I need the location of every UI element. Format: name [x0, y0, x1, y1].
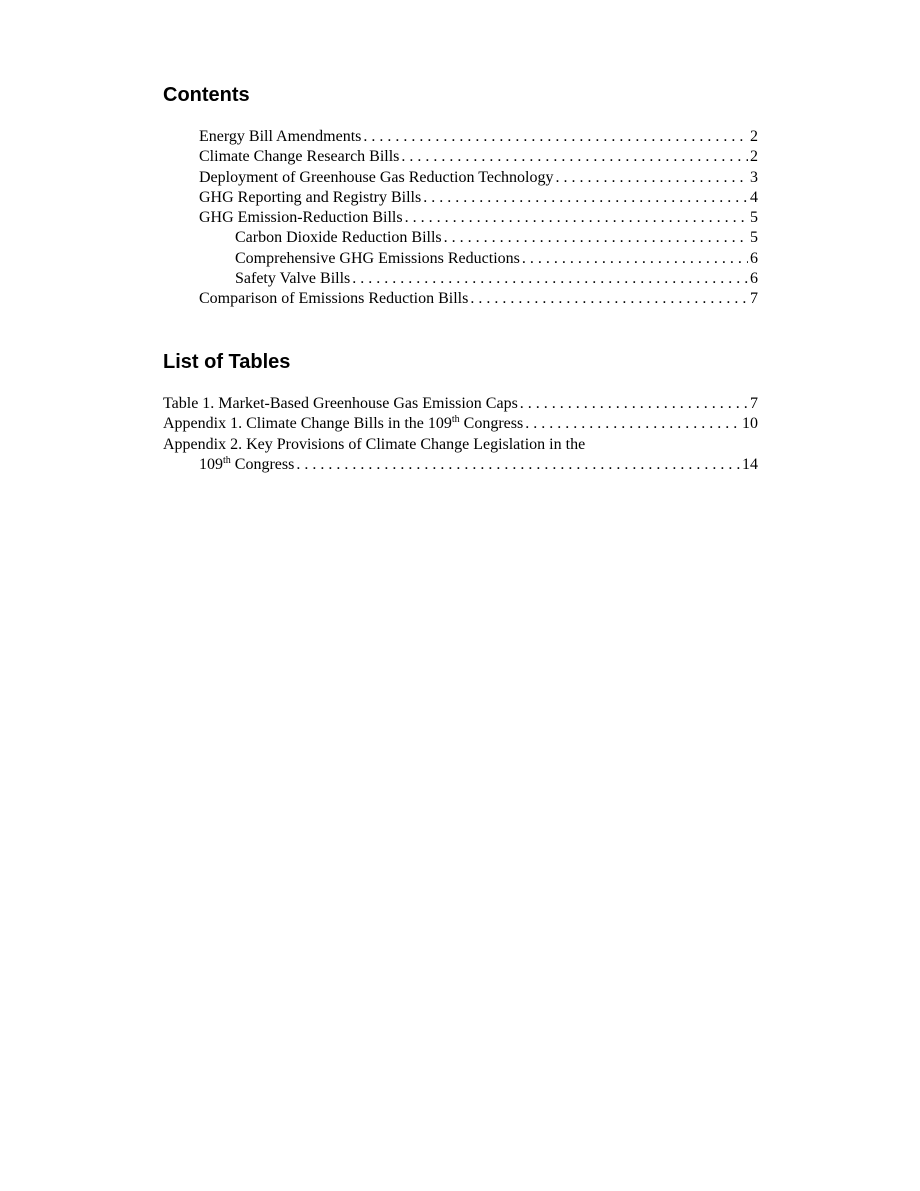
- toc-leader-dots: [525, 414, 740, 434]
- appendix-entry[interactable]: [163, 414, 758, 434]
- table-entry[interactable]: [163, 394, 758, 414]
- toc-entry-title: Deployment of Greenhouse Gas Reduction Technology: [199, 168, 554, 186]
- toc-entry-page: 5: [750, 209, 758, 227]
- toc-subentry[interactable]: [163, 228, 758, 248]
- ordinal-superscript: th: [451, 414, 460, 426]
- toc-leader-dots: [401, 147, 748, 167]
- toc-entry-page: 7: [750, 290, 758, 308]
- toc-leader-dots: [470, 289, 748, 309]
- toc-entry-page: 5: [750, 229, 758, 247]
- toc-entry-title: Safety Valve Bills: [235, 270, 351, 288]
- toc-entry[interactable]: [163, 127, 758, 147]
- toc-entry-title: Climate Change Research Bills: [199, 148, 400, 166]
- table-entry-page: 7: [750, 395, 758, 412]
- toc-entry[interactable]: [163, 168, 758, 188]
- toc-subentry[interactable]: [163, 249, 758, 269]
- contents-heading: Contents: [163, 84, 250, 106]
- contents-list: [163, 127, 758, 310]
- toc-leader-dots: [405, 208, 748, 228]
- list-of-tables-heading: List of Tables: [163, 351, 291, 373]
- appendix-entry-title: [163, 414, 523, 434]
- toc-leader-dots: [520, 394, 748, 414]
- toc-leader-dots: [352, 269, 748, 289]
- appendix-entry-title: Appendix 2. Key Provisions of Climate Change Legislation in the: [163, 435, 586, 453]
- toc-entry-title: Energy Bill Amendments: [199, 128, 362, 145]
- appendix-title-text: Appendix 1. Climate Change Bills in the 109: [163, 415, 452, 433]
- toc-leader-dots: [363, 127, 748, 147]
- toc-entry-page: 3: [750, 168, 758, 186]
- appendix-entry-page: 10: [742, 415, 758, 433]
- ordinal-superscript: th: [223, 454, 231, 466]
- toc-entry[interactable]: [163, 289, 758, 309]
- toc-entry-page: 2: [750, 128, 758, 145]
- table-entry-title: Table 1. Market-Based Greenhouse Gas Emission Caps: [163, 395, 518, 412]
- appendix-entry-line1[interactable]: [163, 435, 758, 455]
- appendix-title-text: 109: [199, 455, 223, 473]
- toc-entry[interactable]: [163, 188, 758, 208]
- toc-entry-page: 6: [750, 249, 758, 267]
- toc-entry-title: Comprehensive GHG Emissions Reductions: [235, 249, 520, 267]
- toc-leader-dots: [522, 249, 748, 269]
- toc-entry-title: Carbon Dioxide Reduction Bills: [235, 229, 442, 247]
- toc-leader-dots: [444, 228, 748, 248]
- toc-leader-dots: [423, 188, 748, 208]
- appendix-title-text: Congress: [459, 415, 524, 433]
- toc-entry-page: 6: [750, 270, 758, 288]
- appendix-entry-title-continued: [199, 455, 294, 475]
- toc-entry[interactable]: [163, 147, 758, 167]
- tables-list: [163, 394, 758, 475]
- toc-leader-dots: [296, 455, 740, 475]
- toc-entry-title: GHG Emission-Reduction Bills: [199, 209, 403, 227]
- toc-leader-dots: [556, 168, 749, 188]
- toc-subentry[interactable]: [163, 269, 758, 289]
- appendix-title-text: Congress: [230, 455, 295, 473]
- toc-entry[interactable]: [163, 208, 758, 228]
- toc-entry-title: Comparison of Emissions Reduction Bills: [199, 290, 469, 308]
- toc-entry-title: GHG Reporting and Registry Bills: [199, 188, 422, 206]
- toc-entry-page: 2: [750, 148, 758, 166]
- appendix-entry-page: 14: [742, 455, 758, 473]
- appendix-entry-line2[interactable]: [163, 455, 758, 475]
- toc-entry-page: 4: [750, 188, 758, 206]
